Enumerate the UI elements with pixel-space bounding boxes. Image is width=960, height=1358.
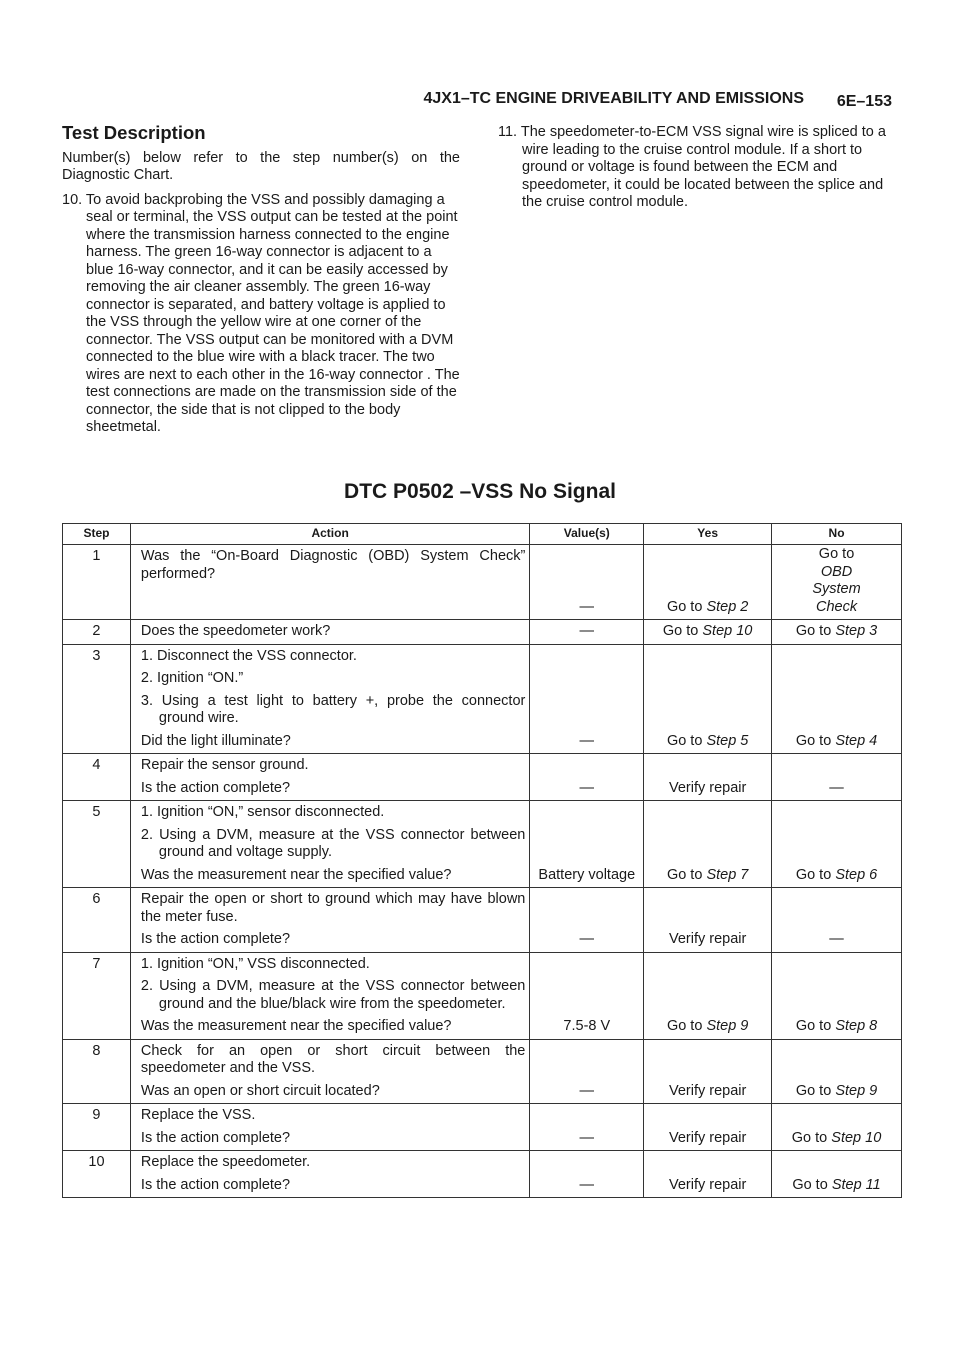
go-to-label: Go to xyxy=(666,866,703,883)
go-to-label: Go to xyxy=(795,1082,832,1099)
yes-cell xyxy=(644,644,772,754)
table-row xyxy=(63,754,902,801)
go-to-label: Go to xyxy=(795,866,832,883)
go-to-label: Go to xyxy=(818,546,855,562)
header-no: No xyxy=(772,524,902,545)
table-row xyxy=(63,1104,902,1151)
step-number: 4 xyxy=(63,754,131,801)
header-step: Step xyxy=(63,524,131,545)
table-row xyxy=(63,1039,902,1104)
action-cell xyxy=(130,1151,529,1198)
no-step-ref: Step 9 xyxy=(835,1082,878,1099)
action-line: Was the measurement near the specified value? xyxy=(140,866,452,883)
no-cell xyxy=(772,1039,902,1104)
no-cell xyxy=(772,1151,902,1198)
action-line: 2. Ignition “ON.” xyxy=(140,670,244,686)
no-cell xyxy=(772,620,902,645)
yes-cell xyxy=(644,952,772,1039)
step-number: 1 xyxy=(63,545,131,620)
action-line: 1. Ignition “ON,” VSS disconnected. xyxy=(140,955,370,972)
no-step-ref: Step 8 xyxy=(835,1018,878,1034)
action-line: Was an open or short circuit located? xyxy=(140,1082,380,1099)
no-step-ref: Step 11 xyxy=(831,1176,881,1193)
action-line: 2. Using a DVM, measure at the VSS connector between ground and the blue/black wire from the speedometer. xyxy=(140,978,526,1012)
dtc-title: DTC P0502 –VSS No Signal xyxy=(344,480,616,503)
table-row xyxy=(63,545,902,620)
action-line: 2. Using a DVM, measure at the VSS connector between ground and voltage supply. xyxy=(140,826,526,860)
action-cell xyxy=(130,1104,529,1151)
no-step-ref: Step 3 xyxy=(835,623,878,639)
go-to-label: Go to xyxy=(662,623,699,639)
action-line: Repair the sensor ground. xyxy=(140,757,309,773)
no-cell xyxy=(772,644,902,754)
yes-text: Verify repair xyxy=(668,779,747,796)
action-line: Is the action complete? xyxy=(140,779,291,796)
no-cell xyxy=(772,801,902,888)
note-10: 10. To avoid backprobing the VSS and possibly damaging a seal or terminal, the VSS output can be tested at the point where the transmission harness connected to the engine harness. The green 16-way connector is adjacent to a blue 16-way connector, and it can be easily accessed by removing the air cleaner assembly. The green 16-way connector is separated, and battery voltage is applied to the VSS through the yellow wire at one corner of the connector. The VSS output can be monitored with a DVM connected to the blue wire with a black tracer. The two wires are next to each other in the 16-way connector . The test connections are made on the transmission side of the connector, the side that is not clipped to the body sheetmetal. xyxy=(62,191,460,435)
action-cell xyxy=(130,801,529,888)
table-body xyxy=(63,545,902,1198)
table-row xyxy=(63,644,902,754)
go-to-label: Go to xyxy=(666,1018,703,1034)
yes-text: Verify repair xyxy=(668,1082,747,1099)
value-cell: — xyxy=(530,620,644,645)
header-value: Value(s) xyxy=(530,524,644,545)
diagnostic-table xyxy=(62,523,902,1198)
no-cell xyxy=(772,754,902,801)
section-heading: Test Description xyxy=(62,122,206,143)
yes-cell xyxy=(644,1151,772,1198)
header-title: 4JX1–TC ENGINE DRIVEABILITY AND EMISSIONS xyxy=(423,90,804,107)
go-to-label: Go to xyxy=(795,732,832,749)
go-to-label: Go to xyxy=(792,1176,828,1193)
step-number: 6 xyxy=(63,888,131,953)
go-to-label: Go to xyxy=(666,732,703,749)
yes-text: Verify repair xyxy=(668,1129,747,1146)
no-text: — xyxy=(829,931,844,947)
yes-cell xyxy=(644,1039,772,1104)
test-description-left xyxy=(62,124,460,437)
table-row xyxy=(63,620,902,645)
yes-step-ref: Step 5 xyxy=(706,732,749,749)
yes-cell xyxy=(644,888,772,953)
action-line: Repair the open or short to ground which may have blown the meter fuse. xyxy=(140,891,526,925)
action-line: Replace the speedometer. xyxy=(140,1154,311,1170)
value-cell: 7.5-8 V xyxy=(530,952,644,1039)
no-step-ref: OBD System Check xyxy=(812,563,861,615)
no-cell xyxy=(772,888,902,953)
table-row xyxy=(63,801,902,888)
table-row xyxy=(63,952,902,1039)
table-header-row xyxy=(63,524,902,545)
yes-cell xyxy=(644,754,772,801)
action-line: 3. Using a test light to battery +, probe the connector ground wire. xyxy=(140,692,526,726)
value-cell: — xyxy=(530,1104,644,1151)
no-step-ref: Step 10 xyxy=(831,1129,882,1146)
action-line: Is the action complete? xyxy=(140,1129,291,1146)
no-step-ref: Step 6 xyxy=(835,866,878,883)
page-number: 6E–153 xyxy=(836,93,892,110)
value-cell: — xyxy=(530,644,644,754)
yes-step-ref: Step 7 xyxy=(706,866,749,883)
header-yes: Yes xyxy=(644,524,772,545)
action-cell xyxy=(130,888,529,953)
action-line: Is the action complete? xyxy=(140,931,291,947)
no-cell xyxy=(772,952,902,1039)
go-to-label: Go to xyxy=(791,1129,828,1146)
go-to-label: Go to xyxy=(795,1018,832,1034)
action-cell xyxy=(130,952,529,1039)
yes-cell xyxy=(644,801,772,888)
value-cell: — xyxy=(530,1151,644,1198)
yes-step-ref: Step 2 xyxy=(706,598,749,615)
value-cell: — xyxy=(530,545,644,620)
no-text: — xyxy=(829,779,844,796)
action-line: 1. Disconnect the VSS connector. xyxy=(140,647,357,664)
action-line: Replace the VSS. xyxy=(140,1107,256,1123)
yes-step-ref: Step 9 xyxy=(706,1018,749,1034)
action-cell xyxy=(130,620,529,645)
value-cell: — xyxy=(530,1039,644,1104)
yes-cell xyxy=(644,620,772,645)
value-cell: — xyxy=(530,888,644,953)
action-cell xyxy=(130,545,529,620)
action-line: Did the light illuminate? xyxy=(140,732,291,749)
action-line: Is the action complete? xyxy=(140,1176,291,1193)
action-cell xyxy=(130,644,529,754)
action-cell xyxy=(130,754,529,801)
step-number: 5 xyxy=(63,801,131,888)
no-step-ref: Step 4 xyxy=(835,732,878,749)
action-line: Does the speedometer work? xyxy=(140,623,331,639)
note-11: 11. The speedometer-to-ECM VSS signal wire is spliced to a wire leading to the cruise control module. If a short to ground or voltage is found between the ECM and speedometer, it could be located between the splice and the cruise control module. xyxy=(498,124,886,210)
step-number: 2 xyxy=(63,620,131,645)
action-line: Check for an open or short circuit between the speedometer and the VSS. xyxy=(140,1042,526,1076)
action-line: Was the “On-Board Diagnostic (OBD) System Check” performed? xyxy=(140,548,526,582)
test-description-right xyxy=(498,124,898,212)
value-cell: Battery voltage xyxy=(530,801,644,888)
table-row xyxy=(63,1151,902,1198)
step-number: 7 xyxy=(63,952,131,1039)
step-number: 8 xyxy=(63,1039,131,1104)
table-row xyxy=(63,888,902,953)
go-to-label: Go to xyxy=(666,598,703,615)
action-cell xyxy=(130,1039,529,1104)
yes-cell xyxy=(644,545,772,620)
value-cell: — xyxy=(530,754,644,801)
yes-cell xyxy=(644,1104,772,1151)
no-cell xyxy=(772,545,902,620)
intro-text: Number(s) below refer to the step number(s) on the Diagnostic Chart. xyxy=(62,149,460,183)
yes-text: Verify repair xyxy=(668,931,747,947)
header-action: Action xyxy=(130,524,529,545)
no-cell xyxy=(772,1104,902,1151)
yes-text: Verify repair xyxy=(668,1176,747,1193)
yes-step-ref: Step 10 xyxy=(702,623,753,639)
go-to-label: Go to xyxy=(795,623,832,639)
step-number: 3 xyxy=(63,644,131,754)
step-number: 9 xyxy=(63,1104,131,1151)
step-number: 10 xyxy=(63,1151,131,1198)
action-line: Was the measurement near the specified value? xyxy=(140,1018,452,1034)
action-line: 1. Ignition “ON,” sensor disconnected. xyxy=(140,804,385,820)
